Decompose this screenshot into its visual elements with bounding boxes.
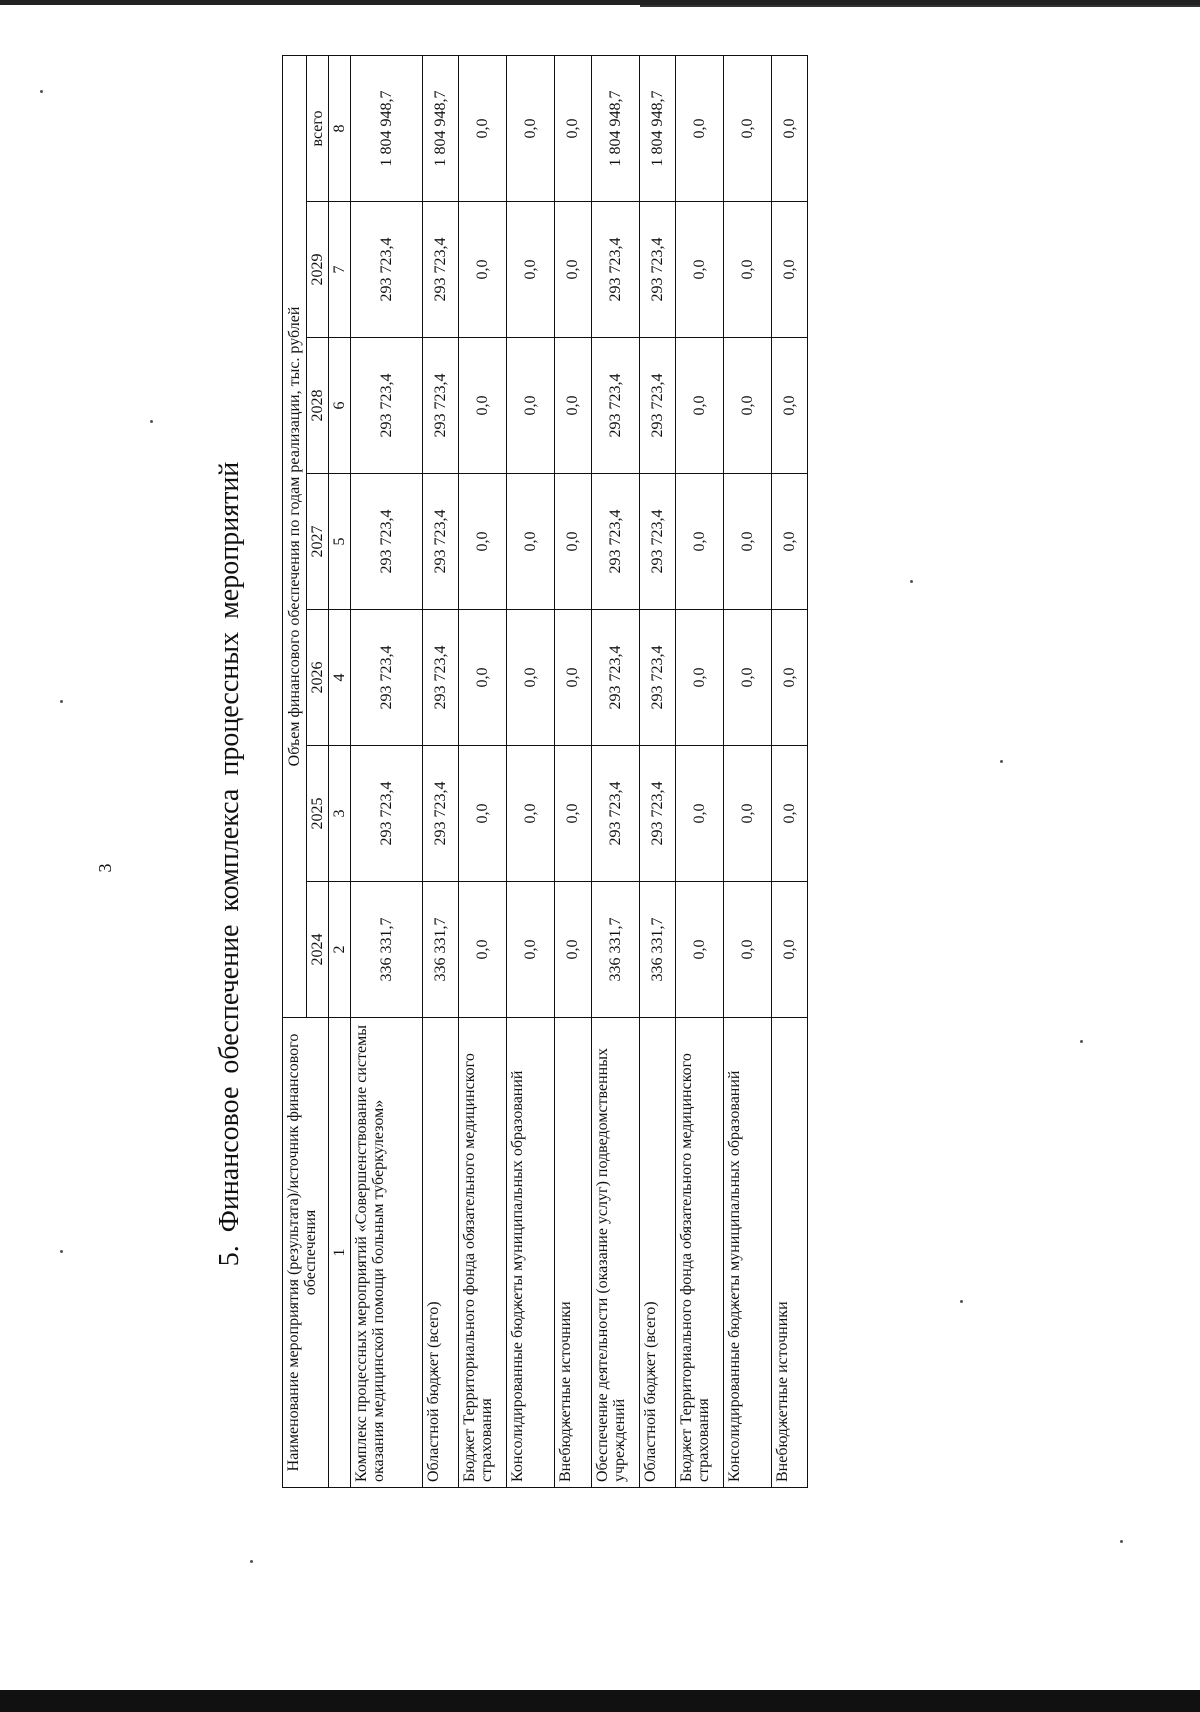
header-year-cell: 2029 — [307, 202, 329, 338]
table-row — [555, 55, 591, 1487]
value-cell: 0,0 — [555, 746, 591, 882]
value-cell: 0,0 — [507, 746, 555, 882]
value-cell: 0,0 — [459, 202, 507, 338]
section-title: 5. Финансовое обеспечение комплекса процессных мероприятий — [214, 461, 245, 1267]
value-cell: 1 804 948,7 — [639, 55, 675, 201]
finance-table-container — [282, 56, 808, 1488]
value-cell: 293 723,4 — [423, 338, 459, 474]
value-cell: 0,0 — [555, 610, 591, 746]
column-number-cell: 2 — [329, 882, 351, 1018]
value-cell: 0,0 — [507, 474, 555, 610]
row-name-cell: Бюджет Территориального фонда обязательного медицинского страхования — [675, 1018, 723, 1488]
table-row — [351, 55, 423, 1487]
value-cell: 0,0 — [675, 474, 723, 610]
scan-speck — [150, 420, 153, 423]
value-cell: 0,0 — [555, 882, 591, 1018]
value-cell: 0,0 — [459, 55, 507, 201]
scan-speck — [40, 90, 43, 93]
scan-speck — [1000, 760, 1003, 763]
value-cell: 336 331,7 — [351, 882, 423, 1018]
value-cell: 0,0 — [555, 474, 591, 610]
value-cell: 0,0 — [723, 55, 771, 201]
value-cell: 0,0 — [507, 55, 555, 201]
value-cell: 336 331,7 — [639, 882, 675, 1018]
value-cell: 0,0 — [723, 474, 771, 610]
row-name-cell: Областной бюджет (всего) — [423, 1018, 459, 1488]
value-cell: 293 723,4 — [351, 202, 423, 338]
header-name-column: Наименование мероприятия (результата)/источник финансового обеспечения — [283, 1018, 329, 1488]
row-name-cell: Областной бюджет (всего) — [639, 1018, 675, 1488]
value-cell: 293 723,4 — [423, 474, 459, 610]
value-cell: 0,0 — [675, 202, 723, 338]
value-cell: 0,0 — [723, 746, 771, 882]
value-cell: 293 723,4 — [423, 746, 459, 882]
table-row — [507, 55, 555, 1487]
value-cell: 0,0 — [459, 882, 507, 1018]
value-cell: 293 723,4 — [351, 746, 423, 882]
value-cell: 0,0 — [507, 202, 555, 338]
row-name-cell: Внебюджетные источники — [555, 1018, 591, 1488]
value-cell: 0,0 — [555, 55, 591, 201]
value-cell: 293 723,4 — [591, 474, 639, 610]
finance-table — [282, 55, 808, 1488]
value-cell: 1 804 948,7 — [591, 55, 639, 201]
value-cell: 293 723,4 — [591, 202, 639, 338]
page-number: 3 — [95, 863, 115, 873]
column-number-cell: 1 — [329, 1018, 351, 1488]
value-cell: 0,0 — [771, 55, 807, 201]
value-cell: 293 723,4 — [639, 610, 675, 746]
scan-speck — [1120, 1540, 1123, 1543]
row-name-cell: Обеспечение деятельности (оказание услуг) подведомственных учреждений — [591, 1018, 639, 1488]
value-cell: 0,0 — [459, 746, 507, 882]
value-cell: 293 723,4 — [423, 610, 459, 746]
value-cell: 0,0 — [675, 338, 723, 474]
table-row — [459, 55, 507, 1487]
table-row — [639, 55, 675, 1487]
value-cell: 0,0 — [507, 338, 555, 474]
value-cell: 0,0 — [459, 610, 507, 746]
value-cell: 336 331,7 — [423, 882, 459, 1018]
value-cell: 0,0 — [771, 610, 807, 746]
value-cell: 0,0 — [555, 338, 591, 474]
scan-speck — [960, 1300, 963, 1303]
value-cell: 293 723,4 — [591, 746, 639, 882]
scan-speck — [250, 1560, 253, 1563]
scan-speck — [1080, 1040, 1083, 1043]
header-year-cell: 2026 — [307, 610, 329, 746]
row-name-cell: Консолидированные бюджеты муниципальных образований — [723, 1018, 771, 1488]
column-number-cell: 3 — [329, 746, 351, 882]
value-cell: 293 723,4 — [639, 746, 675, 882]
value-cell: 293 723,4 — [591, 610, 639, 746]
value-cell: 0,0 — [723, 610, 771, 746]
scan-top-edge-thin — [640, 5, 1200, 7]
header-year-cell: всего — [307, 55, 329, 201]
table-row — [675, 55, 723, 1487]
row-name-cell: Консолидированные бюджеты муниципальных образований — [507, 1018, 555, 1488]
header-year-cell: 2028 — [307, 338, 329, 474]
row-name-cell: Внебюджетные источники — [771, 1018, 807, 1488]
table-row — [423, 55, 459, 1487]
value-cell: 293 723,4 — [351, 474, 423, 610]
header-year-cell: 2024 — [307, 882, 329, 1018]
column-number-cell: 7 — [329, 202, 351, 338]
scan-bottom-edge — [0, 1690, 1200, 1712]
value-cell: 0,0 — [675, 746, 723, 882]
value-cell: 293 723,4 — [639, 202, 675, 338]
value-cell: 0,0 — [771, 746, 807, 882]
value-cell: 0,0 — [723, 338, 771, 474]
row-name-cell: Комплекс процессных мероприятий «Совершенствование системы оказания медицинской помощи больным туберкулезом» — [351, 1018, 423, 1488]
value-cell: 293 723,4 — [639, 338, 675, 474]
header-year-cell: 2027 — [307, 474, 329, 610]
value-cell: 0,0 — [507, 882, 555, 1018]
value-cell: 0,0 — [459, 474, 507, 610]
scan-speck — [910, 580, 913, 583]
value-cell: 0,0 — [771, 882, 807, 1018]
value-cell: 336 331,7 — [591, 882, 639, 1018]
value-cell: 0,0 — [507, 610, 555, 746]
value-cell: 293 723,4 — [423, 202, 459, 338]
column-number-cell: 6 — [329, 338, 351, 474]
row-name-cell: Бюджет Территориального фонда обязательного медицинского страхования — [459, 1018, 507, 1488]
header-volume-group: Объем финансового обеспечения по годам реализации, тыс. рублей — [283, 55, 307, 1017]
value-cell: 0,0 — [555, 202, 591, 338]
scan-speck — [60, 1250, 63, 1253]
column-number-cell: 4 — [329, 610, 351, 746]
value-cell: 0,0 — [675, 882, 723, 1018]
value-cell: 293 723,4 — [591, 338, 639, 474]
value-cell: 1 804 948,7 — [351, 55, 423, 201]
value-cell: 0,0 — [675, 610, 723, 746]
table-row — [723, 55, 771, 1487]
value-cell: 0,0 — [459, 338, 507, 474]
column-number-cell: 5 — [329, 474, 351, 610]
value-cell: 0,0 — [723, 202, 771, 338]
value-cell: 0,0 — [771, 338, 807, 474]
value-cell: 0,0 — [771, 202, 807, 338]
value-cell: 0,0 — [723, 882, 771, 1018]
value-cell: 0,0 — [675, 55, 723, 201]
header-year-cell: 2025 — [307, 746, 329, 882]
value-cell: 293 723,4 — [351, 610, 423, 746]
value-cell: 0,0 — [771, 474, 807, 610]
table-row — [771, 55, 807, 1487]
value-cell: 293 723,4 — [639, 474, 675, 610]
value-cell: 293 723,4 — [351, 338, 423, 474]
table-row — [591, 55, 639, 1487]
scan-speck — [60, 700, 63, 703]
value-cell: 1 804 948,7 — [423, 55, 459, 201]
column-number-cell: 8 — [329, 55, 351, 201]
